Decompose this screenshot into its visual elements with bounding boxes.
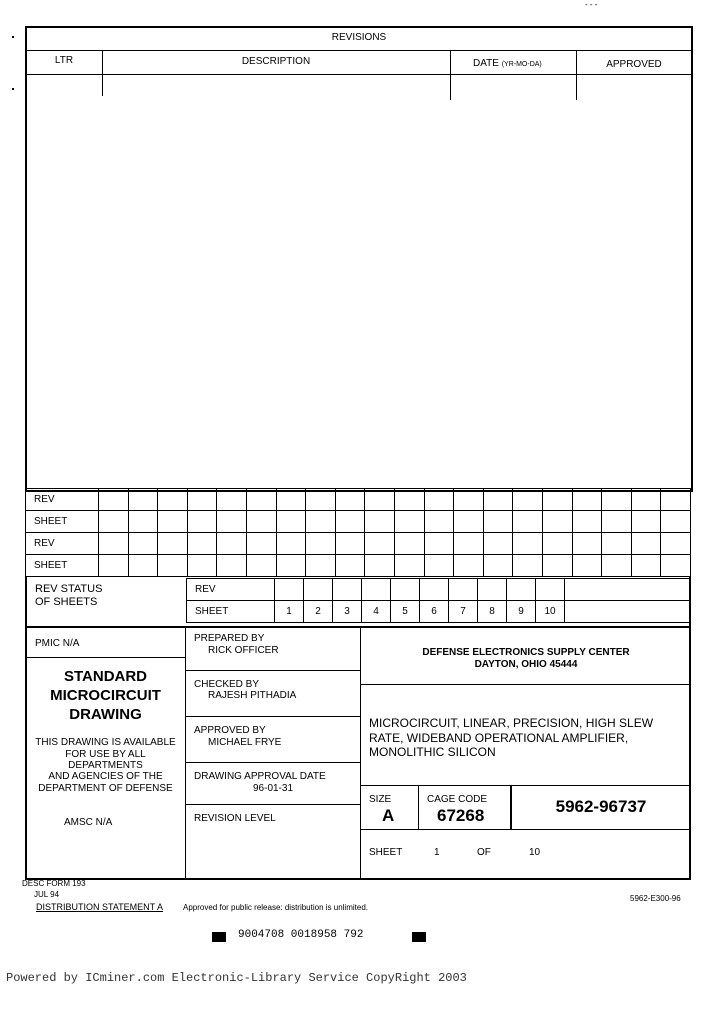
cage-value: 67268 — [437, 806, 485, 825]
availability-3: DEPARTMENTS — [68, 760, 143, 771]
rev-status-rev-cell — [478, 579, 507, 601]
rev-status-sheet-number: 6 — [420, 601, 449, 623]
col-description: DESCRIPTION — [241, 56, 311, 67]
rev-status-rev-cell — [304, 579, 333, 601]
rev-grid-cell — [158, 489, 188, 511]
agency-rule — [361, 684, 691, 685]
rev-grid-cell — [187, 489, 217, 511]
checked-name: RAJESH PITHADIA — [208, 690, 297, 701]
title-rule — [361, 785, 691, 786]
rev-grid-cell — [424, 489, 454, 511]
rev-grid-cell — [454, 511, 484, 533]
rev-grid-cell — [483, 511, 513, 533]
title-line-1: MICROCIRCUIT, LINEAR, PRECISION, HIGH SLEW — [369, 716, 654, 730]
rev-grid-cell — [335, 555, 365, 577]
rev-grid-cell — [542, 555, 572, 577]
rev-grid-row-label: SHEET — [26, 511, 99, 533]
rev-grid-cell — [631, 533, 661, 555]
availability-2: FOR USE BY ALL — [65, 749, 146, 760]
col-date-format: (YR-MO-DA) — [501, 61, 542, 68]
rev-grid-row-label: SHEET — [26, 555, 99, 577]
sheet-of-label: OF — [477, 847, 491, 858]
title-div-left — [185, 626, 186, 880]
rev-grid-row-label: REV — [26, 533, 99, 555]
approval-date-label: DRAWING APPROVAL DATE — [194, 771, 326, 782]
rev-grid-cell — [306, 533, 336, 555]
col-date-label: DATE — [473, 58, 499, 69]
rev-grid-cell — [276, 555, 306, 577]
checked-label: CHECKED BY — [194, 679, 260, 690]
rev-grid-cell — [276, 533, 306, 555]
rev-grid-cell — [394, 555, 424, 577]
rev-status-sheet-row — [187, 601, 691, 623]
rev-grid-cell — [158, 555, 188, 577]
col-date — [473, 58, 542, 69]
size-value: A — [382, 806, 395, 825]
rev-grid-cell — [602, 555, 632, 577]
rev-grid-cell — [454, 489, 484, 511]
rev-grid-cell — [454, 533, 484, 555]
rev-status-rev-cell — [565, 579, 691, 601]
checked-rule — [186, 716, 360, 717]
rev-grid-cell — [542, 489, 572, 511]
rev-grid-cell — [631, 511, 661, 533]
rev-grid-cell — [276, 489, 306, 511]
rev-grid-cell — [128, 533, 158, 555]
barcode-text: 9004708 0018958 792 — [238, 929, 364, 941]
rev-status-sheet-number: 9 — [507, 601, 536, 623]
agency-line-2: DAYTON, OHIO 45444 — [474, 659, 578, 670]
rev-status-rev-cell — [420, 579, 449, 601]
rev-grid-cell — [483, 489, 513, 511]
form-code: 5962-E300-96 — [630, 894, 681, 903]
rev-grid-cell — [602, 533, 632, 555]
rev-grid-row — [26, 511, 691, 533]
rev-grid-cell — [394, 511, 424, 533]
rev-grid-cell — [99, 511, 129, 533]
rev-grid-cell — [661, 489, 691, 511]
distribution-text: Approved for public release: distribution is unlimited. — [183, 903, 368, 912]
rev-sheet-grid — [25, 488, 691, 577]
rev-status-sheet-number: 4 — [362, 601, 391, 623]
rev-status-sheet-number: 2 — [304, 601, 333, 623]
rev-grid-cell — [365, 555, 395, 577]
size-label: SIZE — [369, 794, 392, 805]
rev-status-rev-cell — [391, 579, 420, 601]
rev-grid-row-label: REV — [26, 489, 99, 511]
rev-status-sheet-number: 3 — [333, 601, 362, 623]
rev-grid-cell — [306, 555, 336, 577]
rev-grid-cell — [246, 555, 276, 577]
rev-grid-cell — [246, 489, 276, 511]
rev-status-sheet-number: 8 — [478, 601, 507, 623]
rev-grid-cell — [187, 533, 217, 555]
left-margin-mark — [12, 88, 14, 90]
barcode-mark-left — [212, 932, 226, 942]
rev-status-rev-label: REV — [187, 579, 275, 601]
rev-grid-cell — [513, 489, 543, 511]
rev-grid-cell — [306, 489, 336, 511]
rev-grid-cell — [602, 511, 632, 533]
rev-grid-cell — [128, 489, 158, 511]
form-line-1: DESC FORM 193 — [22, 879, 86, 888]
rev-status-rev-cell — [333, 579, 362, 601]
revisions-frame — [25, 26, 693, 492]
pmic-rule — [26, 657, 185, 658]
availability-1: THIS DRAWING IS AVAILABLE — [35, 737, 176, 748]
agency-line-1: DEFENSE ELECTRONICS SUPPLY CENTER — [422, 647, 630, 658]
rev-status-label-2: OF SHEETS — [35, 596, 98, 608]
rev-grid-cell — [158, 511, 188, 533]
rev-grid-cell — [661, 555, 691, 577]
rev-grid-cell — [513, 511, 543, 533]
rev-grid-row — [26, 489, 691, 511]
rev-grid-cell — [424, 511, 454, 533]
rev-grid-cell — [99, 489, 129, 511]
barcode-mark-right — [412, 932, 426, 942]
approval-date-value: 96-01-31 — [252, 783, 294, 794]
rev-grid-cell — [572, 489, 602, 511]
revision-level-label: REVISION LEVEL — [194, 813, 276, 824]
rev-status-sheet-label: SHEET — [187, 601, 275, 623]
prepared-name: RICK OFFICER — [208, 645, 279, 656]
col-approved: APPROVED — [606, 59, 662, 70]
rev-grid-cell — [217, 511, 247, 533]
col-ltr: LTR — [54, 55, 74, 66]
rev-status-rev-cell — [449, 579, 478, 601]
doc-number: 5962-96737 — [555, 797, 647, 816]
rev-grid-cell — [542, 511, 572, 533]
sheet-total: 10 — [529, 847, 541, 858]
approved-label: APPROVED BY — [194, 725, 266, 736]
rev-divider-desc — [450, 50, 451, 100]
rev-grid-cell — [217, 489, 247, 511]
rev-grid-cell — [513, 533, 543, 555]
rev-grid-cell — [424, 555, 454, 577]
rev-grid-cell — [602, 489, 632, 511]
rev-grid-cell — [661, 511, 691, 533]
rev-status-rev-cell — [507, 579, 536, 601]
smd-line-3: DRAWING — [69, 706, 142, 723]
availability-5: DEPARTMENT OF DEFENSE — [38, 783, 173, 794]
rev-grid-cell — [572, 555, 602, 577]
rev-grid-cell — [424, 533, 454, 555]
rev-status-label-1: REV STATUS — [35, 583, 103, 595]
rev-grid-row — [26, 533, 691, 555]
rev-grid-cell — [335, 489, 365, 511]
rev-status-rev-cell — [275, 579, 304, 601]
sheet-label: SHEET — [369, 847, 403, 858]
smd-line-1: STANDARD — [63, 668, 148, 685]
rev-grid-cell — [217, 533, 247, 555]
rev-grid-cell — [158, 533, 188, 555]
rev-grid-cell — [661, 533, 691, 555]
pmic: PMIC N/A — [35, 638, 80, 649]
rev-grid-cell — [335, 511, 365, 533]
rev-status-rev-cell — [362, 579, 391, 601]
rev-grid-cell — [572, 533, 602, 555]
approval-date-rule — [186, 804, 360, 805]
revisions-title: REVISIONS — [331, 32, 387, 43]
rev-grid-cell — [631, 555, 661, 577]
amsc: AMSC N/A — [64, 817, 113, 828]
prepared-rule — [186, 670, 360, 671]
rev-grid-cell — [542, 533, 572, 555]
rev-divider-date — [576, 50, 577, 100]
rev-grid-cell — [394, 489, 424, 511]
rev-grid-cell — [483, 533, 513, 555]
rev-grid-cell — [335, 533, 365, 555]
rev-grid-cell — [454, 555, 484, 577]
rev-status-grid — [186, 578, 691, 623]
smd-line-2: MICROCIRCUIT — [50, 687, 161, 704]
sheet-number: 1 — [434, 847, 440, 858]
rev-grid-cell — [187, 511, 217, 533]
rev-grid-cell — [483, 555, 513, 577]
approved-name: MICHAEL FRYE — [208, 737, 282, 748]
rev-grid-cell — [128, 555, 158, 577]
approved-rule — [186, 762, 360, 763]
rev-grid-cell — [365, 489, 395, 511]
rev-grid-cell — [365, 511, 395, 533]
size-divider — [418, 785, 419, 829]
title-line-2: RATE, WIDEBAND OPERATIONAL AMPLIFIER, — [369, 731, 629, 745]
title-line-3: MONOLITHIC SILICON — [369, 745, 496, 759]
rev-grid-cell — [513, 555, 543, 577]
rev-status-rev-row — [187, 579, 691, 601]
rev-grid-cell — [394, 533, 424, 555]
rev-grid-cell — [246, 533, 276, 555]
rev-status-sheet-number: 10 — [536, 601, 565, 623]
distribution-label: DISTRIBUTION STATEMENT A — [36, 902, 164, 912]
rev-grid-row — [26, 555, 691, 577]
left-margin-mark — [12, 36, 14, 38]
revisions-header-rule — [26, 74, 692, 75]
rev-grid-cell — [246, 511, 276, 533]
form-line-2: JUL 94 — [34, 890, 60, 899]
rev-grid-cell — [365, 533, 395, 555]
rev-grid-cell — [276, 511, 306, 533]
cage-label: CAGE CODE — [427, 794, 488, 805]
rev-grid-cell — [99, 555, 129, 577]
revisions-title-rule — [26, 50, 692, 51]
footer-copyright: Powered by ICminer.com Electronic-Library Service CopyRight 2003 — [6, 971, 467, 985]
rev-grid-cell — [99, 533, 129, 555]
corner-mark: - - - — [585, 0, 598, 9]
rev-status-sheet-number: 5 — [391, 601, 420, 623]
rev-grid-cell — [631, 489, 661, 511]
rev-status-sheet-cell — [565, 601, 691, 623]
availability-4: AND AGENCIES OF THE — [48, 771, 163, 782]
rev-status-sheet-number: 7 — [449, 601, 478, 623]
size-rule — [361, 829, 691, 830]
rev-grid-cell — [128, 511, 158, 533]
prepared-label: PREPARED BY — [194, 633, 265, 644]
rev-status-rev-cell — [536, 579, 565, 601]
rev-grid-cell — [306, 511, 336, 533]
rev-grid-cell — [217, 555, 247, 577]
rev-grid-cell — [572, 511, 602, 533]
rev-grid-cell — [187, 555, 217, 577]
rev-status-sheet-number: 1 — [275, 601, 304, 623]
